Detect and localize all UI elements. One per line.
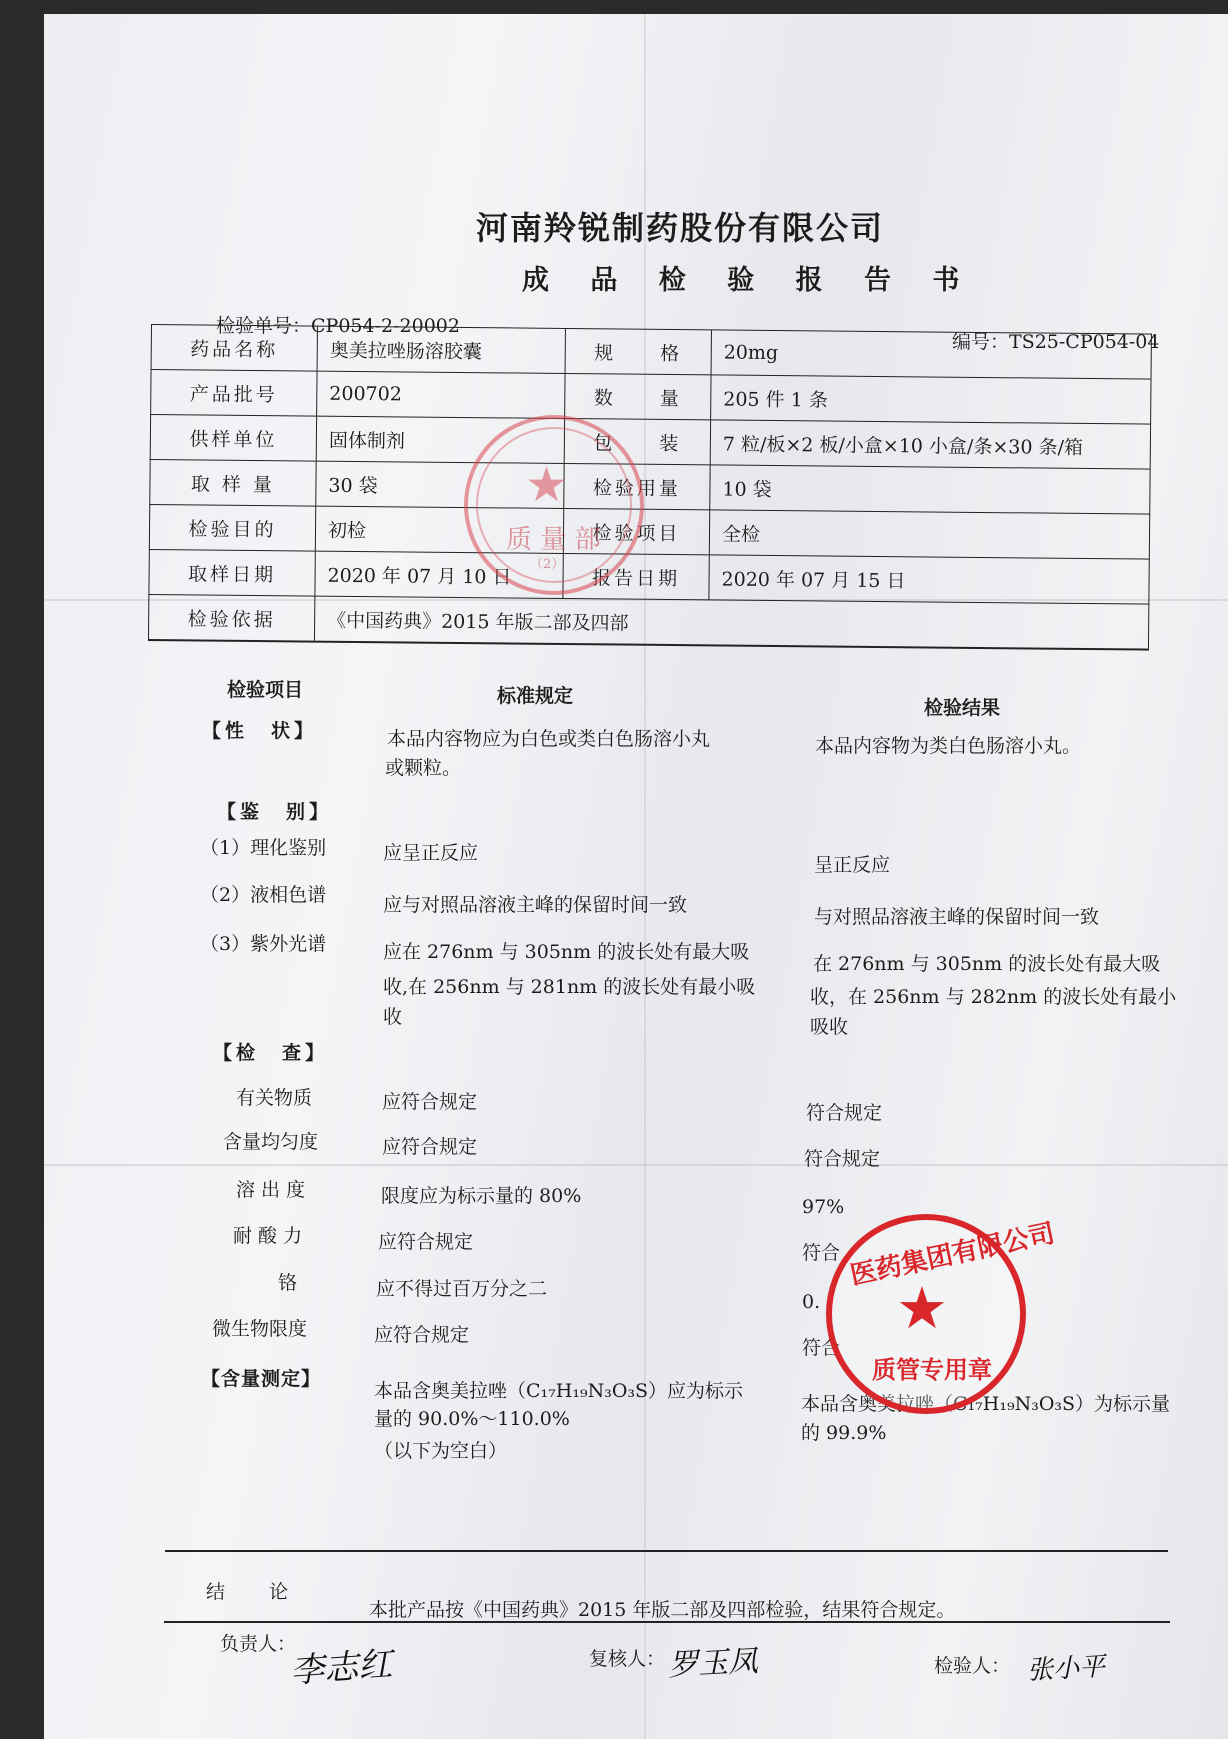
test-standard: 应符合规定 [382, 1091, 478, 1113]
document-title: 成 品 检 验 报 告 书 [522, 265, 976, 296]
paper-fold-line [44, 1164, 1228, 1166]
cell-label: 检验用量 [564, 463, 710, 509]
identification-name: （1）理化鉴别 [200, 837, 327, 859]
identification-result: 在 276nm 与 305nm 的波长处有最大吸 [813, 953, 1161, 975]
section-tests: 【检 查】 [213, 1042, 329, 1064]
info-table [148, 324, 1152, 651]
conclusion-label: 结 论 [206, 1581, 291, 1603]
test-name: 有关物质 [236, 1087, 313, 1109]
cell-value: 全检 [709, 510, 1149, 559]
identification-name: （2）液相色谱 [200, 884, 327, 906]
cell-value: 30 袋 [316, 461, 564, 508]
cell-label: 检验依据 [148, 594, 314, 641]
test-name: 溶 出 度 [236, 1179, 306, 1201]
cell-value: 205 件 1 条 [711, 375, 1151, 424]
responsible-signature: 李志红 [288, 1644, 394, 1692]
star-icon: ★ [896, 1274, 948, 1342]
cell-label: 检验目的 [149, 504, 315, 551]
cell-label: 取样日期 [149, 549, 315, 596]
appearance-standard-line: 或颗粒。 [385, 757, 462, 779]
qa-stamp-number: （2） [530, 557, 565, 572]
test-standard: 限度应为标示量的 80% [381, 1185, 582, 1207]
identification-standard: 应在 276nm 与 305nm 的波长处有最大吸 [383, 941, 750, 963]
document-code-value: TS25-CP054-04 [1009, 331, 1160, 353]
test-standard: 应符合规定 [382, 1136, 478, 1158]
document-code-label: 编号： [952, 331, 1010, 353]
reviewer-signature: 罗玉凤 [667, 1643, 760, 1684]
cell-label: 数 量 [565, 373, 711, 419]
conclusion-top-rule [165, 1550, 1168, 1552]
table-row [148, 594, 1148, 649]
assay-standard-line: 本品含奥美拉唑（C₁₇H₁₉N₃O₃S）应为标示 [374, 1380, 744, 1402]
identification-standard: 收 [383, 1006, 403, 1028]
conclusion-bottom-rule [164, 1621, 1170, 1623]
header-item: 检验项目 [227, 679, 304, 701]
identification-result: 收，在 256nm 与 282nm 的波长处有最小 [810, 986, 1177, 1008]
test-standard: 应符合规定 [374, 1324, 470, 1346]
identification-result: 吸收 [810, 1016, 849, 1038]
section-appearance: 【性 状】 [202, 720, 318, 742]
test-result: 符合规定 [806, 1102, 883, 1124]
cell-value: 固体制剂 [316, 416, 564, 463]
cell-label: 规 格 [565, 328, 711, 374]
cell-value: 奥美拉唑肠溶胶囊 [317, 326, 565, 373]
cell-label: 产品批号 [151, 370, 317, 417]
test-result: 97% [802, 1196, 845, 1218]
identification-standard: 应呈正反应 [383, 842, 479, 864]
identification-name: （3）紫外光谱 [200, 933, 327, 955]
cell-value: 200702 [317, 371, 565, 418]
test-name: 耐 酸 力 [233, 1225, 303, 1247]
inspector-signature: 张小平 [1026, 1651, 1106, 1687]
test-result: 符合 [802, 1242, 841, 1264]
assay-result-line: 的 99.9% [801, 1422, 887, 1444]
group-seal-label: 质管专用章 [872, 1355, 992, 1384]
assay-standard-line: 量的 90.0%～110.0% [374, 1408, 570, 1430]
header-standard: 标准规定 [497, 685, 574, 707]
test-result: 0. [802, 1291, 821, 1313]
identification-standard: 收,在 256nm 与 281nm 的波长处有最小吸 [383, 976, 756, 998]
cell-value: 20mg [711, 330, 1151, 379]
identification-standard: 应与对照品溶液主峰的保留时间一致 [383, 894, 688, 916]
test-name: 铬 [278, 1272, 298, 1294]
inspection-number-value: CP054-2-20002 [311, 315, 460, 337]
cell-value: 2020 年 07 月 10 日 [315, 551, 563, 598]
test-result: 符合规定 [804, 1148, 881, 1170]
company-name: 河南羚锐制药股份有限公司 [476, 209, 885, 247]
qa-stamp-text: 质 量 部 [506, 525, 601, 555]
star-icon: ★ [525, 457, 569, 513]
cell-value: 7 粒/板×2 板/小盒×10 小盒/条×30 条/箱 [710, 420, 1150, 469]
responsible-label: 负责人： [220, 1633, 297, 1655]
section-assay: 【含量测定】 [201, 1368, 322, 1390]
cell-label: 取 样 量 [150, 459, 316, 506]
cell-label: 供样单位 [150, 415, 316, 462]
test-result: 符合 [802, 1337, 841, 1359]
header-result: 检验结果 [924, 697, 1001, 719]
test-name: 含量均匀度 [223, 1131, 319, 1153]
test-standard: 应不得过百万分之二 [376, 1278, 548, 1300]
group-seal-text: 医药集团有限公司 [847, 1218, 1058, 1292]
cell-label: 药品名称 [151, 325, 317, 372]
assay-standard-line: （以下为空白） [374, 1440, 508, 1462]
cell-value: 2020 年 07 月 15 日 [709, 555, 1149, 604]
section-identification: 【鉴 别】 [217, 801, 333, 823]
cell-value: 《中国药典》2015 年版二部及四部 [314, 596, 1148, 650]
cell-label: 检验项目 [563, 508, 709, 554]
test-name: 微生物限度 [212, 1318, 308, 1340]
identification-result: 与对照品溶液主峰的保留时间一致 [814, 906, 1100, 928]
appearance-result: 本品内容物为类白色肠溶小丸。 [815, 735, 1082, 757]
assay-result-line: 本品含奥美拉唑（C₁₇H₁₉N₃O₃S）为标示量 [801, 1393, 1171, 1415]
test-standard: 应符合规定 [378, 1231, 474, 1253]
identification-result: 呈正反应 [814, 854, 891, 876]
cell-value: 初检 [315, 506, 563, 553]
inspector-label: 检验人： [934, 1655, 1011, 1677]
inspection-number-label: 检验单号： [216, 315, 312, 337]
cell-label: 包 装 [564, 418, 710, 464]
reviewer-label: 复核人： [589, 1648, 666, 1670]
cell-value: 10 袋 [710, 465, 1150, 514]
appearance-standard-line: 本品内容物应为白色或类白色肠溶小丸 [387, 728, 711, 750]
conclusion-text: 本批产品按《中国药典》2015 年版二部及四部检验，结果符合规定。 [369, 1599, 956, 1621]
cell-label: 报告日期 [563, 553, 709, 599]
